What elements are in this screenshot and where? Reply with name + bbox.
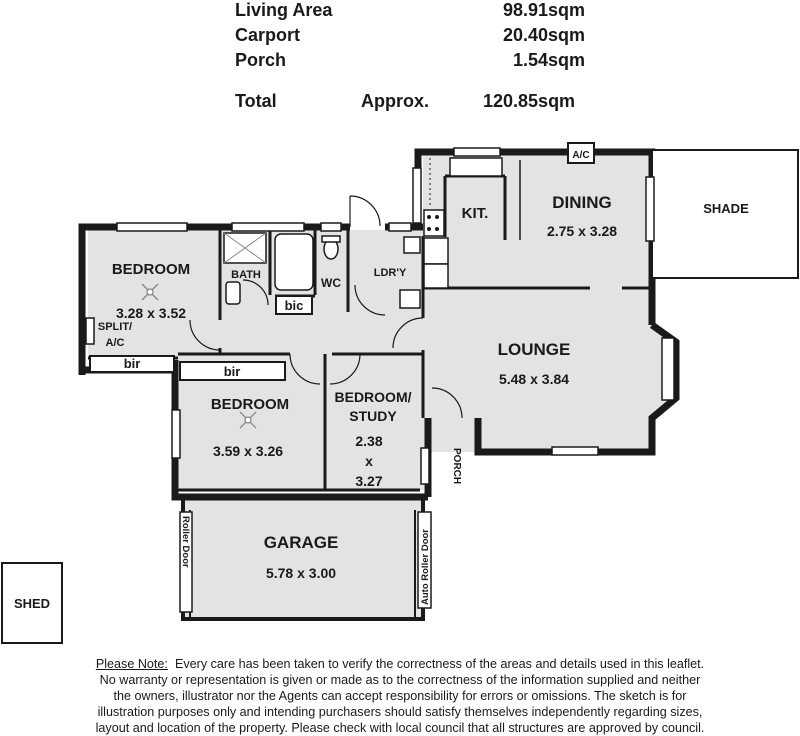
area-value: 120.85sqm bbox=[483, 91, 576, 111]
area-value: 20.40sqm bbox=[502, 25, 585, 45]
lounge-label: LOUNGE bbox=[497, 340, 571, 359]
area-name: Porch bbox=[235, 50, 287, 70]
laundry-label: LDR'Y bbox=[373, 267, 407, 279]
study-dims: 3.27 bbox=[355, 473, 383, 489]
split-ac-label: A/C bbox=[105, 337, 125, 349]
porch-label: PORCH bbox=[451, 448, 462, 485]
area-qualifier: Approx. bbox=[361, 91, 430, 111]
area-value: 98.91sqm bbox=[502, 0, 585, 20]
area-name: Living Area bbox=[235, 0, 333, 20]
study-dims: x bbox=[365, 453, 373, 469]
note-line-4: illustration purposes only and intending purchasers should satisfy themselves independently regarding sizes, bbox=[97, 705, 703, 719]
area-name: Total bbox=[235, 91, 277, 111]
kitchen-label: KIT. bbox=[461, 205, 489, 222]
garage-label: GARAGE bbox=[263, 533, 339, 552]
study-label: BEDROOM/ bbox=[334, 389, 412, 405]
study-label: STUDY bbox=[349, 408, 397, 424]
ac-label: A/C bbox=[572, 150, 590, 161]
bedroom-2-label: BEDROOM bbox=[210, 396, 290, 413]
bir-label: bir bbox=[223, 364, 241, 379]
area-name: Carport bbox=[235, 25, 301, 45]
note-heading: Please Note: bbox=[95, 657, 168, 671]
shade-label: SHADE bbox=[703, 201, 749, 216]
wc-label: WC bbox=[321, 276, 341, 290]
split-ac-label: SPLIT/ bbox=[97, 321, 133, 333]
shed-label: SHED bbox=[13, 596, 51, 611]
note-line-1: Every care has been taken to verify the correctness of the areas and details used in this leaflet. bbox=[174, 657, 705, 671]
bic-label: bic bbox=[284, 298, 304, 313]
bath-label: BATH bbox=[231, 269, 261, 281]
note-line-2: No warranty or representation is given or made as to the correctness of the information supplied and neither bbox=[99, 673, 701, 687]
bedroom-label: BEDROOM bbox=[111, 261, 191, 278]
bedroom-2-dims: 3.59 x 3.26 bbox=[212, 443, 284, 459]
area-value: 1.54sqm bbox=[512, 50, 585, 70]
study-dims: 2.38 bbox=[355, 433, 383, 449]
disclaimer-note bbox=[0, 656, 800, 736]
roller-door-label: Roller Door bbox=[180, 516, 191, 568]
dining-label: DINING bbox=[552, 193, 612, 212]
auto-roller-door-label: Auto Roller Door bbox=[420, 529, 431, 605]
note-line bbox=[0, 656, 800, 672]
bir-label: bir bbox=[123, 356, 141, 371]
bedroom-dims: 3.28 x 3.52 bbox=[115, 305, 187, 321]
lounge-dims: 5.48 x 3.84 bbox=[498, 371, 570, 387]
garage-dims: 5.78 x 3.00 bbox=[265, 565, 337, 581]
note-line-3: the owners, illustrator nor the Agents can accept responsibility for errors or omissions. The sketch is for bbox=[113, 689, 687, 703]
dining-dims: 2.75 x 3.28 bbox=[546, 223, 618, 239]
note-line-5: layout and location of the property. Please check with local council that all structures are approved by council. bbox=[95, 721, 705, 735]
